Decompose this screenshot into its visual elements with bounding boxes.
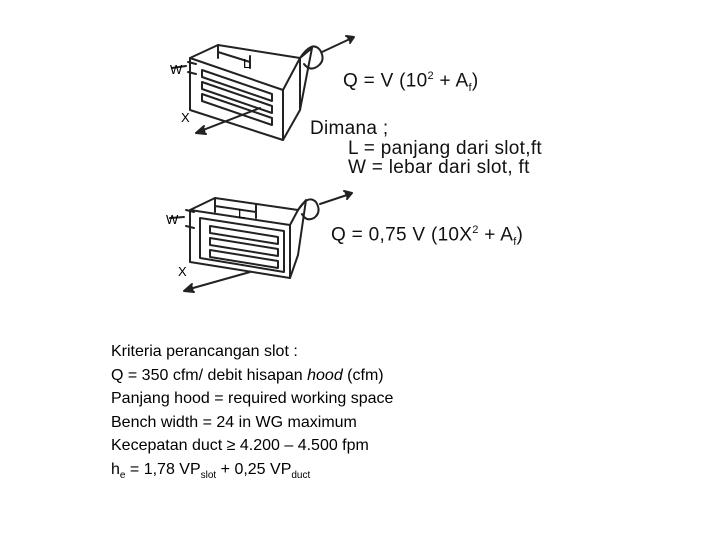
where-line-l: L = panjang dari slot,ft xyxy=(348,138,542,159)
design-criteria xyxy=(111,340,393,487)
label-l-top: L xyxy=(243,56,251,71)
label-w-bottom: W xyxy=(166,212,179,227)
criteria-duct-velocity: Kecepatan duct ≥ 4.200 – 4.500 fpm xyxy=(111,437,369,454)
where-title: Dimana ; xyxy=(310,118,389,139)
criteria-hood-length: Panjang hood = required working space xyxy=(111,390,394,407)
label-x-bottom: X xyxy=(178,264,187,279)
equation-top: Q = V $(10^2 + A_f)$ xyxy=(343,70,479,95)
label-x-top: X xyxy=(181,110,190,125)
criteria-bench-width: Bench width = 24 in WG maximum xyxy=(111,413,357,431)
label-l-bottom: L xyxy=(238,206,246,221)
criteria-entry-loss: $h_e = 1,78$ $VP_{slot} + 0,25$ $VP_{duct}$ xyxy=(111,460,311,481)
x-arrow-bottom xyxy=(186,272,250,290)
where-line-w: W = lebar dari slot, ft xyxy=(348,157,530,178)
flow-arrow-bottom xyxy=(320,194,350,204)
label-w-top: W xyxy=(170,62,183,77)
criteria-title: Kriteria perancangan slot : xyxy=(111,343,298,360)
duct-outlet-bottom xyxy=(298,199,319,219)
slot-bottom-2 xyxy=(210,238,278,256)
equation-bottom: Q = 0,75 V $(10X^2 + A_f)$ xyxy=(331,224,524,249)
criteria-flow-rate: Q = 350 cfm/ debit hisapan hood (cfm) xyxy=(111,366,384,384)
